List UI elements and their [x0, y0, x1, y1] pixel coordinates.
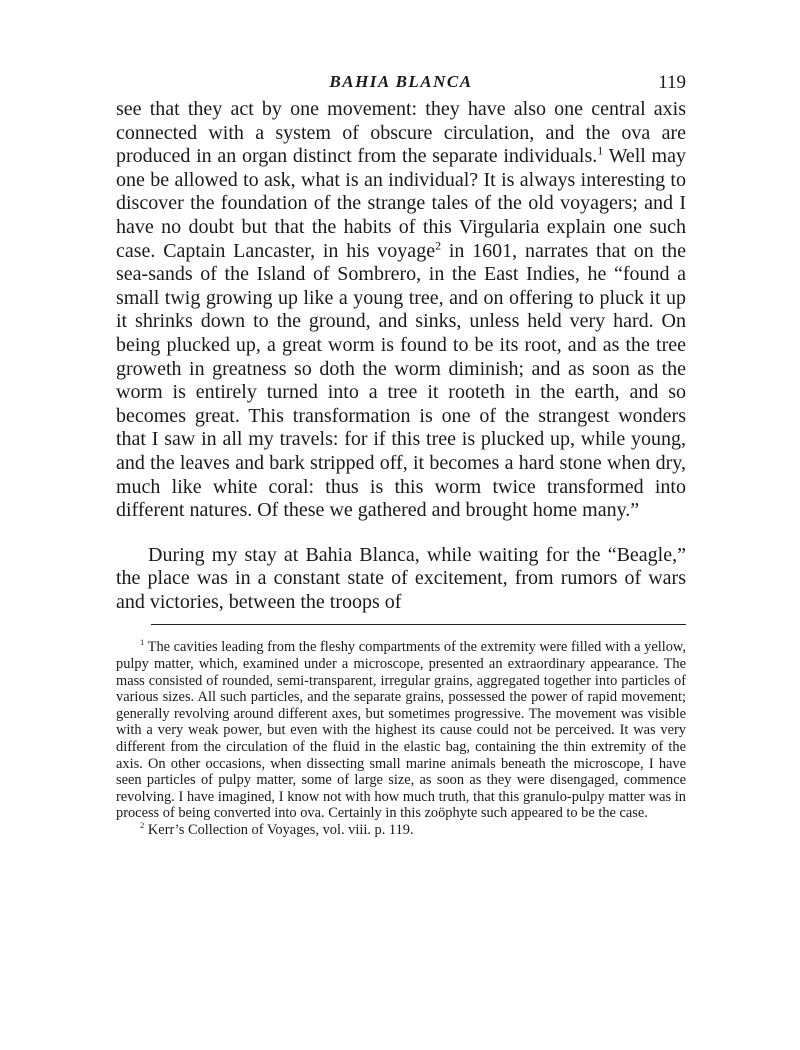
paragraph — [116, 544, 686, 615]
page-number: 119 — [658, 72, 686, 93]
paragraph-text: see that they act by one movement: they have also one central axis connected with a system of obscure circulation, and the ova are produced in an organ distinct from the separate individuals. — [116, 98, 686, 168]
footnotes — [116, 639, 686, 838]
footnote — [116, 639, 686, 822]
paragraph-continued — [116, 98, 686, 523]
paragraph-text: Well may one be allowed to ask, what is an individual? It is always interesting to discover the foundation of the strange tales of the old voyagers; and I have no doubt but that the habits of this Virgularia explain one such case. Captain Lancaster, in his voyage — [116, 145, 686, 262]
footnote-ref: 1 — [597, 143, 604, 158]
paragraph-text: During my stay at Bahia Blanca, while waiting for the “Beagle,” the place was in a constant state of excitement, from rumors of wars and victories, between the troops of — [116, 543, 686, 613]
footnote-text: Kerr’s Collection of Voyages, vol. viii. p. 119. — [144, 822, 414, 838]
footnote-text: The cavities leading from the fleshy compartments of the extremity were filled with a yellow, pulpy matter, which, examined under a microscope, presented an extraordinary appearance. The mass consisted of rounded, semi-transparent, irregular grains, aggregated together into particles of various sizes. All such particles, and the separate grains, possessed the power of rapid movement; generally revolving around different axes, but sometimes progressive. The movement was visible with a very weak power, but even with the highest its cause could not be perceived. It was very different from the circulation of the fluid in the elastic bag, containing the thin extremity of the axis. On other occasions, when dissecting small marine animals beneath the microscope, I have seen particles of pulpy matter, some of large size, as soon as they were disengaged, commence revolving. I have imagined, I know not with how much truth, that this granulo-pulpy matter was in process of being converted into ova. Certainly in this zoöphyte such appeared to be the case. — [116, 639, 686, 822]
footnote — [116, 822, 686, 839]
footnote-marker: 2 — [140, 820, 145, 831]
footnote-divider — [151, 624, 686, 625]
book-page — [116, 62, 686, 839]
running-head — [116, 62, 686, 96]
paragraph-text: in 1601, narrates that on the sea-sands of the Island of Sombrero, in the East Indies, he “found a small twig growing up like a young tree, and on offering to pluck it up it shrinks down to the ground, and sinks, unless held very hard. On being plucked up, a great worm is found to be its root, and as the tree groweth in greatness so doth the worm diminish; and as soon as the worm is entirely turned into a tree it rooteth in the earth, and so becomes great. This transformation is one of the strangest wonders that I saw in all my travels: for if this tree is plucked up, while young, and the leaves and bark stripped off, it becomes a hard stone when dry, much like white coral: thus is this worm twice transformed into different natures. Of these we gathered and brought home many.” — [116, 239, 686, 522]
footnote-ref: 2 — [435, 237, 442, 252]
running-title: BAHIA BLANCA — [329, 72, 473, 91]
footnote-marker: 1 — [140, 637, 145, 648]
